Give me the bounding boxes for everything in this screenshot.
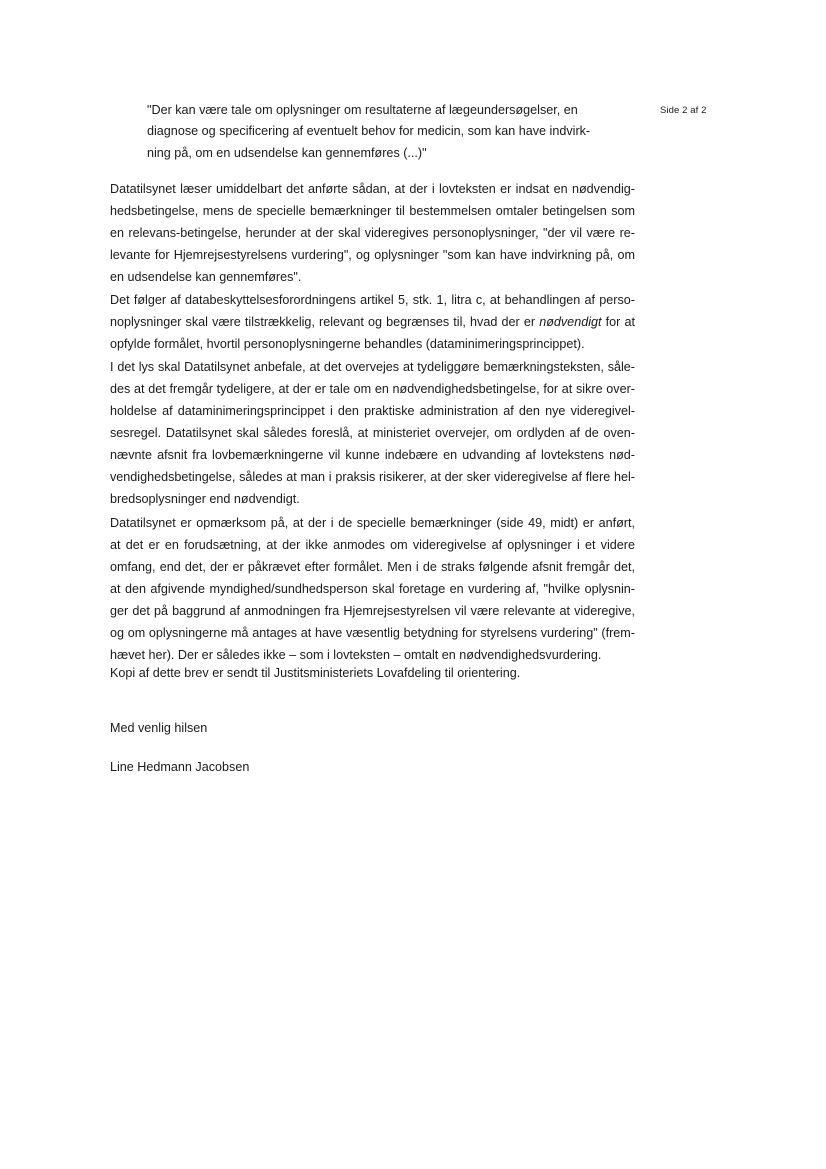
paragraph-line: I det lys skal Datatilsynet anbefale, at det overvejes at tydeliggøre bemærkningsteksten, såle- (110, 360, 635, 374)
emphasis-necessary: nødvendigt (539, 315, 602, 329)
paragraph-line: Det følger af databeskyttelsesforordningens artikel 5, stk. 1, litra c, at behandlingen af perso- (110, 293, 635, 307)
paragraph-line: ger det på baggrund af anmodningen fra Hjemrejsestyrelsen vil være relevante at videregive, (110, 604, 635, 618)
quote-line: ning på, om en udsendelse kan gennemføres (...)" (147, 145, 427, 160)
paragraph-relevance-condition (110, 178, 635, 288)
paragraph-special-remarks (110, 512, 635, 666)
paragraph-line-start: noplysninger skal være tilstrækkelig, relevant og begrænses til, hvad der er (110, 315, 540, 329)
paragraph-line: Kopi af dette brev er sendt til Justitsministeriets Lovafdeling til orientering. (110, 666, 521, 680)
paragraph-line: hævet her). Der er således ikke – som i lovteksten – omtalt en nødvendighedsvurdering. (110, 648, 602, 662)
page-number: Side 2 af 2 (660, 105, 707, 116)
paragraph-line: opfylde formålet, hvortil personoplysningerne behandles (dataminimeringsprincippet). (110, 337, 585, 351)
paragraph-line: levante for Hjemrejsestyrelsens vurdering", og oplysninger "som kan have indvirkning på, om (110, 248, 635, 262)
quote-line: diagnose og specificering af eventuelt behov for medicin, som kan have indvirk- (147, 124, 591, 139)
signature-name (110, 756, 635, 778)
sender-name: Line Hedmann Jacobsen (110, 760, 250, 774)
paragraph-line: des at det fremgår tydeligere, at der er tale om en nødvendighedsbetingelse, for at sikre over- (110, 382, 635, 396)
quoted-passage (147, 100, 602, 164)
paragraph-line: Datatilsynet er opmærksom på, at der i de specielle bemærkninger (side 49, midt) er anført, (110, 516, 635, 530)
paragraph-line: vendighedsbetingelse, således at man i praksis risikerer, at der sker videregivelse af flere hel- (110, 470, 635, 484)
paragraph-line (110, 311, 635, 333)
paragraph-line: hedsbetingelse, mens de specielle bemærkninger til bestemmelsen omtaler betingelsen som (110, 204, 635, 218)
paragraph-line: en udsendelse kan gennemføres". (110, 270, 302, 284)
paragraph-line-end: for at (601, 315, 635, 329)
quote-line: "Der kan være tale om oplysninger om resultaterne af lægeundersøgelser, en (147, 103, 578, 117)
paragraph-line: sesregel. Datatilsynet skal således foreslå, at ministeriet overvejer, om ordlyden af de oven- (110, 426, 635, 440)
greeting-text: Med venlig hilsen (110, 721, 208, 735)
paragraph-line: nævnte afsnit fra lovbemærkningerne vil kunne indebære en udvanding af lovtekstens nød- (110, 448, 635, 462)
paragraph-data-minimisation (110, 289, 635, 355)
paragraph-line: at den afgivende myndighed/sundhedsperson skal foretage en vurdering af, "hvilke oplysnin- (110, 582, 635, 596)
paragraph-line: omfang, end det, der er påkrævet efter formålet. Men i de straks følgende afsnit fremgår det, (110, 560, 635, 574)
paragraph-copy-notice (110, 662, 635, 684)
paragraph-line: Datatilsynet læser umiddelbart det anførte sådan, at der i lovteksten er indsat en nødvendig- (110, 182, 635, 196)
paragraph-line: en relevans-betingelse, herunder at der skal videregives personoplysninger, "der vil være re- (110, 226, 635, 240)
paragraph-line: at det er en forudsætning, at der ikke anmodes om videregivelse af oplysninger i et videre (110, 538, 635, 552)
paragraph-line: holdelse af dataminimeringsprincippet i den praktiske administration af den nye videregivel- (110, 404, 635, 418)
paragraph-line: bredsoplysninger end nødvendigt. (110, 492, 300, 506)
paragraph-recommendation (110, 356, 635, 510)
paragraph-line: og om oplysningerne må antages at have væsentlig betydning for styrelsens vurdering" (frem- (110, 626, 635, 640)
closing-greeting (110, 717, 635, 739)
